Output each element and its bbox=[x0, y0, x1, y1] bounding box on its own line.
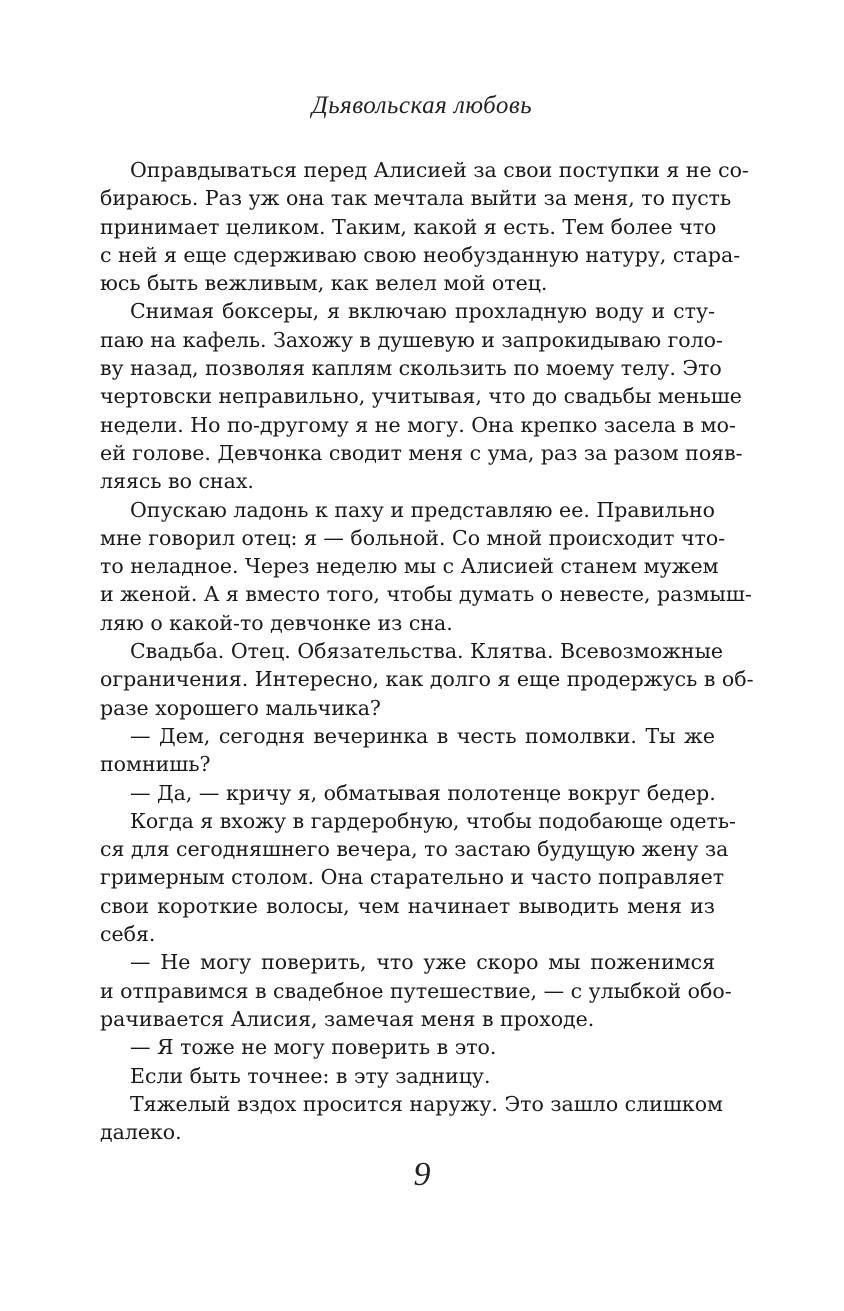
text-line: себя. bbox=[100, 922, 156, 947]
paragraph bbox=[100, 779, 715, 807]
paragraph bbox=[100, 1033, 715, 1061]
body-text bbox=[100, 156, 754, 1146]
text-line: мне говорил отец: я — больной. Со мной происходит что- bbox=[100, 525, 726, 550]
text-line: Опускаю ладонь к паху и представляю ее. Правильно bbox=[130, 497, 715, 522]
paragraph bbox=[100, 722, 715, 779]
text-line: недели. Но по-другому я не могу. Она крепко засела в мо- bbox=[100, 412, 736, 437]
text-line: и женой. А я вместо того, чтобы думать о невесте, размыш- bbox=[100, 582, 752, 607]
page-number: 9 bbox=[413, 1156, 431, 1193]
text-line: Свадьба. Отец. Обязательства. Клятва. Всевозможные bbox=[130, 639, 724, 664]
text-line: бираюсь. Раз уж она так мечтала выйти за меня, то пусть bbox=[100, 186, 732, 211]
text-line: Оправдываться перед Алисией за свои поступки я не со- bbox=[130, 158, 749, 182]
text-line: Снимая боксеры, я включаю прохладную воду и сту- bbox=[130, 299, 715, 324]
text-line: и отправимся в свадебное путешествие, — с улыбкой обо- bbox=[100, 978, 732, 1003]
text-line: — Да, — кричу я, обматывая полотенце вокруг бедер. bbox=[130, 780, 716, 805]
paragraph bbox=[100, 637, 754, 722]
text-line: разе хорошего мальчика? bbox=[100, 695, 381, 720]
text-line: с ней я еще сдерживаю свою необузданную натуру, стара- bbox=[100, 242, 741, 267]
text-line: ся для сегодняшнего вечера, то застаю будущую жену за bbox=[100, 837, 729, 862]
paragraph bbox=[100, 156, 749, 297]
text-line: — Дем, сегодня вечеринка в честь помолвки. Ты же bbox=[130, 723, 715, 748]
text-line: — Я тоже не могу поверить в это. bbox=[130, 1035, 497, 1060]
text-line: юсь быть вежливым, как велел мой отец. bbox=[100, 271, 548, 296]
paragraph bbox=[100, 1090, 723, 1147]
text-line: ограничения. Интересно, как долго я еще продержусь в об- bbox=[100, 667, 754, 692]
text-line: Тяжелый вздох просится наружу. Это зашло слишком bbox=[130, 1091, 723, 1116]
text-line: Если быть точнее: в эту задницу. bbox=[130, 1063, 491, 1088]
text-line: гримерным столом. Она старательно и часто поправляет bbox=[100, 865, 725, 890]
paragraph bbox=[100, 496, 752, 637]
text-line: то неладное. Через неделю мы с Алисией станем мужем bbox=[100, 554, 719, 579]
text-line: ляю о какой-то девчонке из сна. bbox=[100, 610, 453, 635]
text-line: рачивается Алисия, замечая меня в проходе. bbox=[100, 1006, 595, 1031]
running-header: Дьявольская любовь bbox=[311, 92, 533, 119]
paragraph bbox=[100, 1062, 715, 1090]
paragraph bbox=[100, 948, 732, 1033]
text-line: далеко. bbox=[100, 1120, 182, 1145]
text-line: паю на кафель. Захожу в душевую и запрокидываю голо- bbox=[100, 327, 723, 352]
text-line: — Не могу поверить, что уже скоро мы поженимся bbox=[130, 950, 715, 975]
text-line: ву назад, позволяя каплям скользить по моему телу. Это bbox=[100, 356, 722, 381]
text-line: чертовски неправильно, учитывая, что до свадьбы меньше bbox=[100, 384, 742, 409]
text-line: ей голове. Девчонка сводит меня с ума, раз за разом появ- bbox=[100, 440, 743, 465]
text-line: ляясь во снах. bbox=[100, 469, 254, 494]
text-line: помнишь? bbox=[100, 752, 211, 777]
paragraph bbox=[100, 297, 743, 495]
text-line: принимает целиком. Таким, какой я есть. Тем более что bbox=[100, 214, 717, 239]
text-line: Когда я вхожу в гардеробную, чтобы подобающе одеть- bbox=[130, 808, 736, 833]
paragraph bbox=[100, 807, 736, 948]
text-line: свои короткие волосы, чем начинает выводить меня из bbox=[100, 893, 715, 918]
